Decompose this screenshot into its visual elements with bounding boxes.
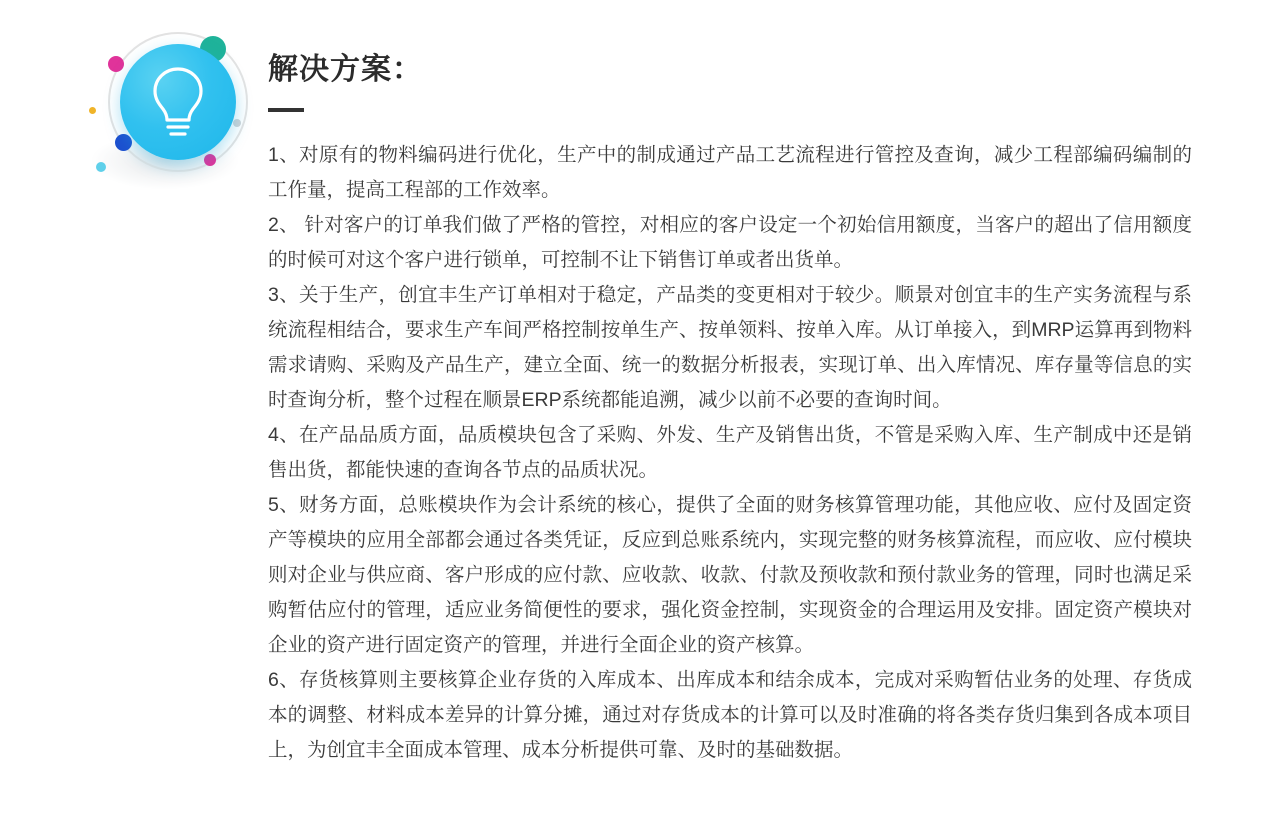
- decorative-dot-amber: [89, 107, 96, 114]
- solution-body: [268, 138, 1192, 768]
- title-underline: [268, 108, 304, 112]
- paragraph-6: 6、存货核算则主要核算企业存货的入库成本、出库成本和结余成本，完成对采购暂估业务的处理、存货成本的调整、材料成本差异的计算分摊，通过对存货成本的计算可以及时准确的将各类存货归集到各成本项目上，为创宜丰全面成本管理、成本分析提供可靠、及时的基础数据。: [268, 669, 1192, 761]
- page-title: 解决方案：: [268, 53, 423, 86]
- decorative-dot-pink-small: [204, 154, 216, 166]
- lightbulb-icon: [120, 44, 236, 160]
- decorative-dot-cyan: [96, 162, 106, 172]
- decorative-dot-blue: [115, 134, 132, 151]
- decorative-dot-grey: [233, 119, 241, 127]
- lightbulb-illustration: [78, 14, 258, 189]
- paragraph-5: 5、财务方面，总账模块作为会计系统的核心，提供了全面的财务核算管理功能，其他应收、应付及固定资产等模块的应用全部都会通过各类凭证，反应到总账系统内，实现完整的财务核算流程，而应收、应付模块则对企业与供应商、客户形成的应付款、应收款、收款、付款及预收款和预付款业务的管理，同时也满足采购暂估应付的管理，适应业务简便性的要求，强化资金控制，实现资金的合理运用及安排。固定资产模块对企业的资产进行固定资产的管理，并进行全面企业的资产核算。: [268, 494, 1192, 656]
- decorative-dot-pink: [108, 56, 124, 72]
- paragraph-3: 3、关于生产，创宜丰生产订单相对于稳定，产品类的变更相对于较少。顺景对创宜丰的生产实务流程与系统流程相结合，要求生产车间严格控制按单生产、按单领料、按单入库。从订单接入，到MRP运算再到物料需求请购、采购及产品生产，建立全面、统一的数据分析报表，实现订单、出入库情况、库存量等信息的实时查询分析，整个过程在顺景ERP系统都能追溯，减少以前不必要的查询时间。: [268, 284, 1192, 411]
- paragraph-4: 4、在产品品质方面，品质模块包含了采购、外发、生产及销售出货，不管是采购入库、生产制成中还是销售出货，都能快速的查询各节点的品质状况。: [268, 424, 1192, 481]
- lightbulb-glyph: [147, 65, 209, 139]
- paragraph-2: 2、 针对客户的订单我们做了严格的管控，对相应的客户设定一个初始信用额度，当客户的超出了信用额度的时候可对这个客户进行锁单，可控制不让下销售订单或者出货单。: [268, 214, 1192, 271]
- paragraph-1: 1、对原有的物料编码进行优化，生产中的制成通过产品工艺流程进行管控及查询，减少工程部编码编制的工作量，提高工程部的工作效率。: [268, 144, 1192, 201]
